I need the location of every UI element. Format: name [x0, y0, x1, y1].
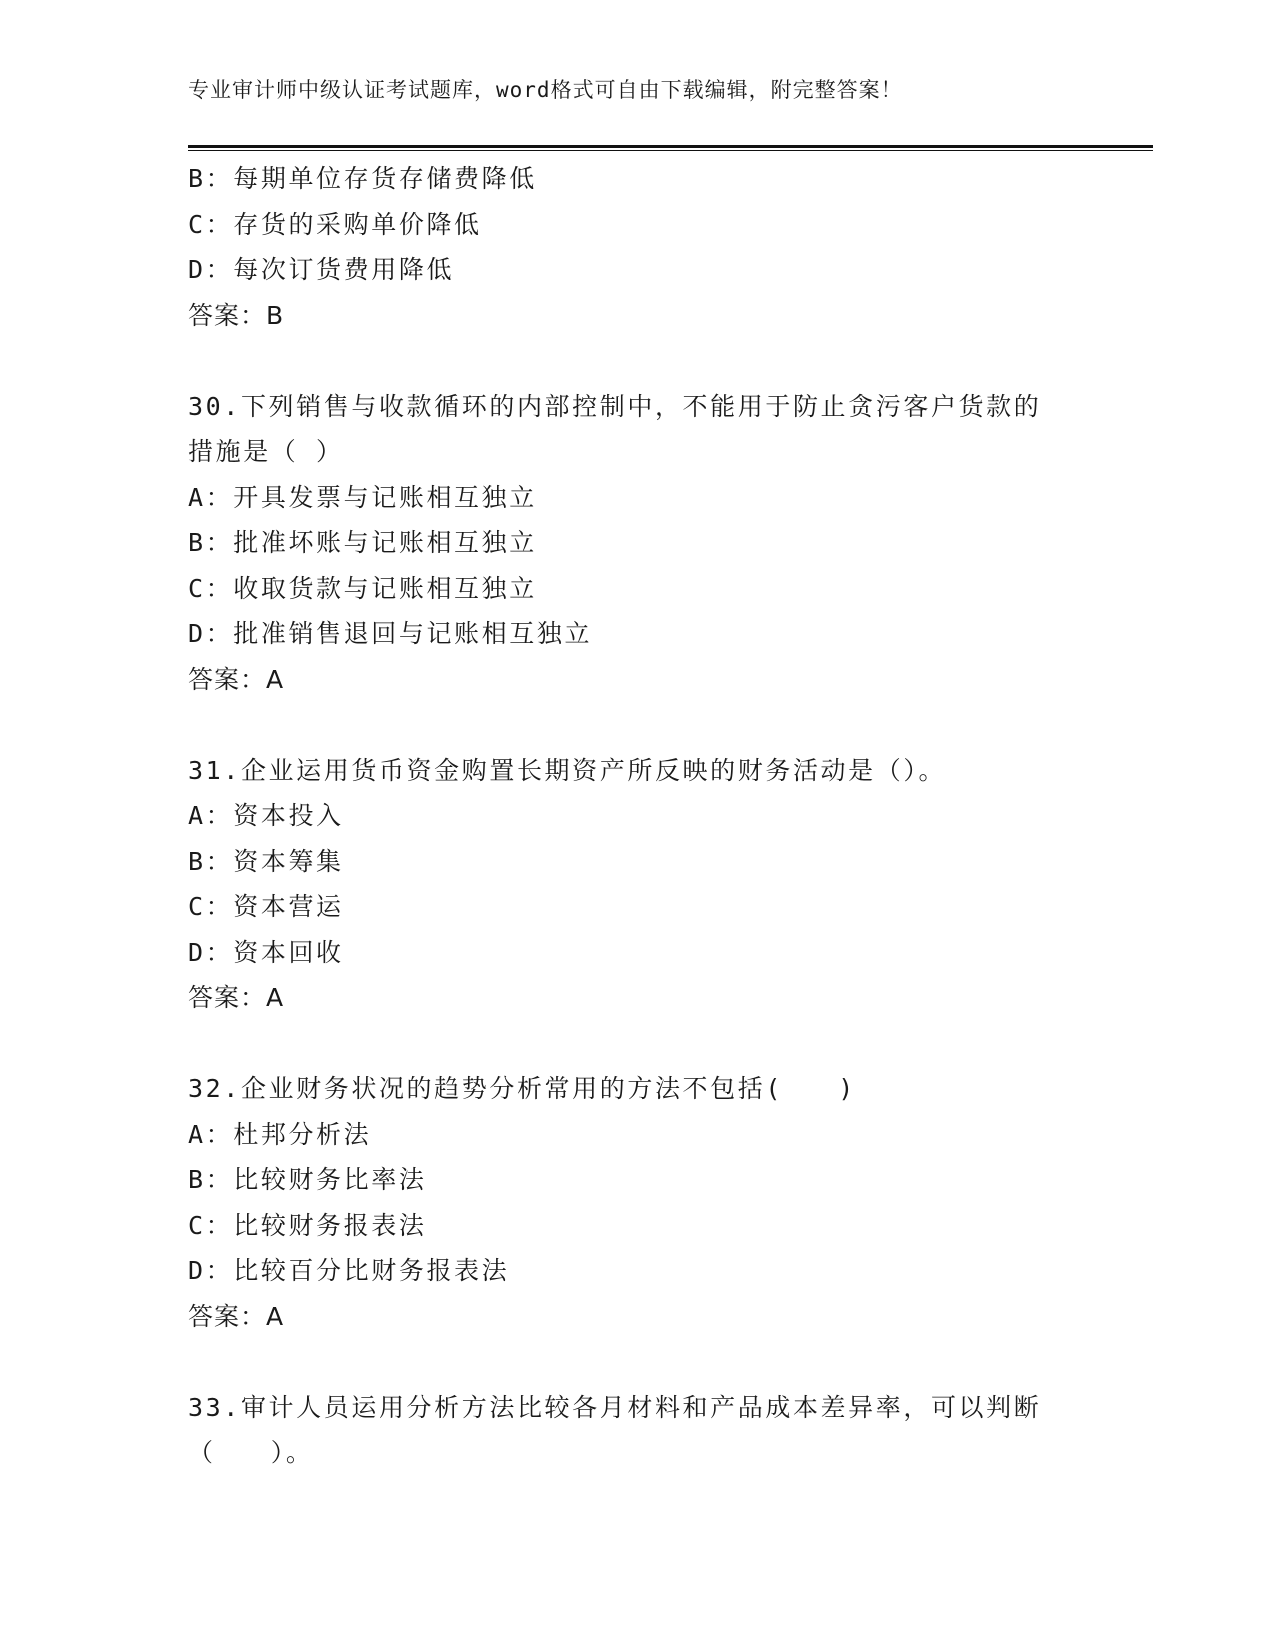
option-c: C：比较财务报表法: [188, 1210, 427, 1240]
option-b: B：比较财务比率法: [188, 1165, 427, 1194]
question-stem: 33.审计人员运用分析方法比较各月材料和产品成本差异率，可以判断: [188, 1392, 1042, 1422]
answer: 答案：B: [188, 300, 285, 330]
answer: 答案：A: [188, 1301, 285, 1331]
header-divider: [188, 145, 1153, 151]
question-30: [188, 384, 1128, 703]
option-a: A：杜邦分析法: [188, 1119, 372, 1149]
option-b: B：资本筹集: [188, 846, 344, 876]
option-a: A：开具发票与记账相互独立: [188, 482, 537, 512]
answer: 答案：A: [188, 983, 285, 1012]
page-header: 专业审计师中级认证考试题库，word格式可自由下载编辑，附完整答案！: [188, 78, 903, 102]
question-stem-continued: 措施是（ ）: [188, 437, 344, 466]
option-b: B：批准坏账与记账相互独立: [188, 528, 537, 557]
option-a: A：资本投入: [188, 801, 344, 830]
question-32: [188, 1066, 1128, 1339]
document-body: [188, 156, 1128, 1476]
question-stem: 32.企业财务状况的趋势分析常用的方法不包括( ): [188, 1074, 856, 1103]
question-29-continuation: [188, 156, 1128, 338]
option-d: D：比较百分比财务报表法: [188, 1256, 510, 1285]
option-c: C：收取货款与记账相互独立: [188, 573, 537, 603]
question-31: [188, 748, 1128, 1021]
option-c: C：资本营运: [188, 892, 344, 921]
option-b: B：每期单位存货存储费降低: [188, 164, 537, 193]
question-stem: 30.下列销售与收款循环的内部控制中，不能用于防止贪污客户货款的: [188, 391, 1042, 421]
question-stem: 31.企业运用货币资金购置长期资产所反映的财务活动是（）。: [188, 755, 947, 785]
question-stem-continued: （ ）。: [188, 1438, 314, 1467]
option-c: C：存货的采购单价降低: [188, 209, 482, 239]
question-33: [188, 1385, 1128, 1476]
option-d: D：每次订货费用降低: [188, 255, 455, 284]
answer: 答案：A: [188, 664, 285, 694]
option-d: D：批准销售退回与记账相互独立: [188, 619, 593, 648]
option-d: D：资本回收: [188, 937, 344, 967]
